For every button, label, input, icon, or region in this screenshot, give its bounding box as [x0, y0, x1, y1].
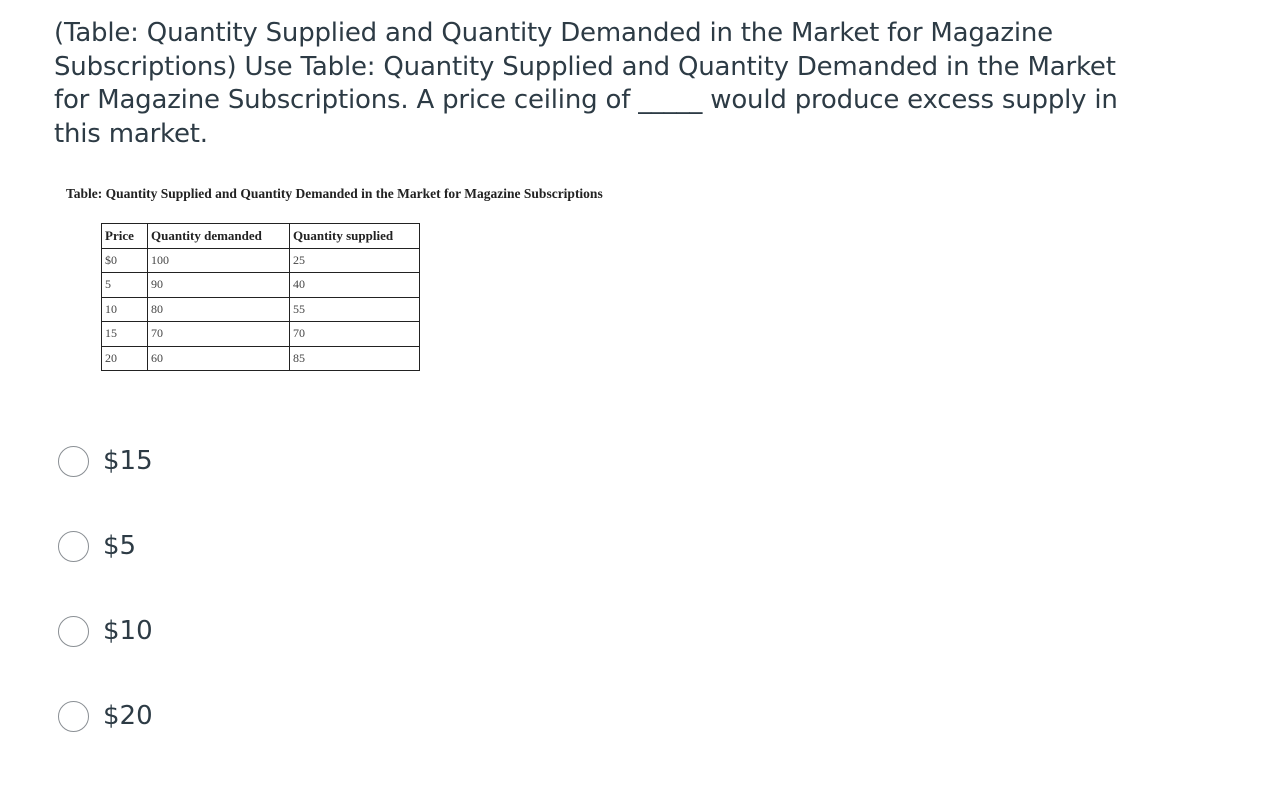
answer-option-label[interactable]: $15 [103, 446, 153, 476]
cell-quantity-demanded: 100 [148, 248, 290, 273]
table-row [102, 273, 420, 298]
cell-price: 10 [102, 297, 148, 322]
table-row [102, 248, 420, 273]
supply-demand-table [101, 223, 420, 371]
cell-quantity-demanded: 70 [148, 322, 290, 347]
data-table-figure [66, 184, 726, 371]
cell-quantity-supplied: 85 [290, 346, 420, 371]
table-caption: Table: Quantity Supplied and Quantity Demanded in the Market for Magazine Subscriptions [66, 186, 603, 201]
column-header-quantity-demanded: Quantity demanded [148, 224, 290, 249]
cell-quantity-demanded: 90 [148, 273, 290, 298]
cell-price: $0 [102, 248, 148, 273]
column-header-price: Price [102, 224, 148, 249]
cell-quantity-demanded: 80 [148, 297, 290, 322]
answer-option-label[interactable]: $10 [103, 616, 153, 646]
cell-quantity-supplied: 25 [290, 248, 420, 273]
question-text: (Table: Quantity Supplied and Quantity Demanded in the Market for Magazine Subscriptions) Use Table: Quantity Supplied and Quantity Demanded in the Market for Magazine Subscriptions. A price ceiling of _____ would produce excess supply in this market. [54, 18, 1118, 149]
answer-option-20[interactable] [58, 695, 153, 737]
table-row [102, 346, 420, 371]
cell-quantity-supplied: 40 [290, 273, 420, 298]
table-header-row [102, 224, 420, 249]
cell-price: 5 [102, 273, 148, 298]
answer-option-label[interactable]: $20 [103, 701, 153, 731]
cell-quantity-supplied: 55 [290, 297, 420, 322]
answer-option-15[interactable] [58, 440, 153, 482]
cell-quantity-demanded: 60 [148, 346, 290, 371]
radio-button[interactable] [58, 616, 89, 647]
column-header-quantity-supplied: Quantity supplied [290, 224, 420, 249]
answer-options [58, 440, 153, 780]
cell-price: 15 [102, 322, 148, 347]
radio-button[interactable] [58, 446, 89, 477]
radio-button[interactable] [58, 531, 89, 562]
answer-option-5[interactable] [58, 525, 153, 567]
radio-button[interactable] [58, 701, 89, 732]
cell-quantity-supplied: 70 [290, 322, 420, 347]
answer-option-label[interactable]: $5 [103, 531, 137, 561]
cell-price: 20 [102, 346, 148, 371]
answer-option-10[interactable] [58, 610, 153, 652]
table-row [102, 297, 420, 322]
table-row [102, 322, 420, 347]
